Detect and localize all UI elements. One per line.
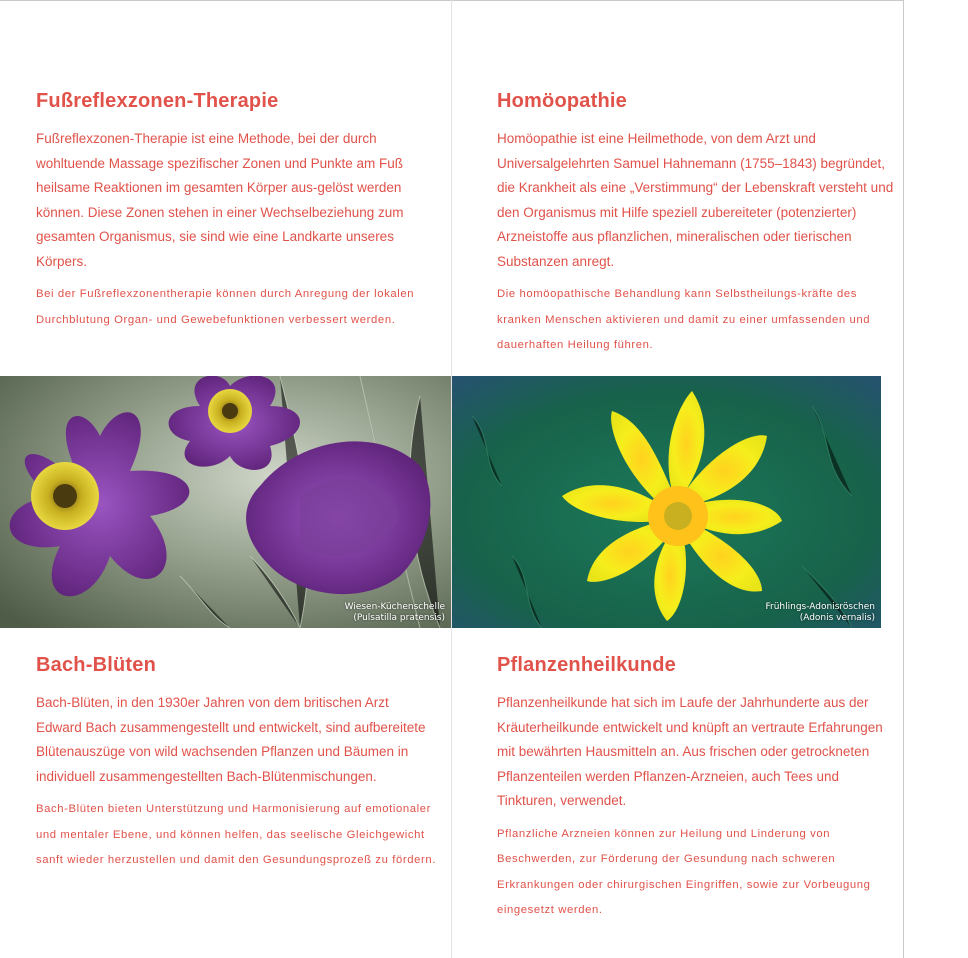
section-intro: Homöopathie ist eine Heilmethode, von dem Arzt und Universalgelehrten Samuel Hahnemann (1755–1843) begründet, die Krankheit als eine „Verstimmung“ der Lebenskraft versteht und den Organismus mit Hilfe speziell zubereiteter (potenzierter) Arzneistoffe aus pflanzlichen, mineralischen oder tierischen Substanzen anregt. — [497, 131, 894, 269]
page-border-right — [903, 0, 904, 958]
photo-adonis — [452, 376, 881, 628]
section-intro: Pflanzenheilkunde hat sich im Laufe der Jahrhunderte aus der Kräuterheilkunde entwickelt und knüpft an vertraute Erfahrungen mit bewährten Hausmitteln an. Aus frischen oder getrockneten Pflanzenteilen werden Pflanzen-Arzneien, auch Tees und Tinkturen, verwendet. — [497, 695, 883, 808]
section-bach-blueten — [36, 654, 436, 874]
section-title: Bach-Blüten — [36, 654, 156, 676]
section-detail: Pflanzliche Arzneien können zur Heilung und Linderung von Beschwerden, zur Förderung der Gesundung nach schweren Erkrankungen oder chirurgischen Eingriffen, sowie zur Vorbeugung eingesetzt werden. — [497, 827, 871, 916]
caption-common-name: Frühlings-Adonisröschen — [765, 602, 875, 612]
caption-common-name: Wiesen-Küchenschelle — [344, 602, 445, 612]
section-fussreflexzonen — [36, 90, 436, 333]
photo-caption — [345, 602, 445, 624]
adonis-flower-image — [452, 376, 881, 628]
photo-caption — [766, 602, 876, 624]
section-title: Homöopathie — [497, 90, 627, 112]
section-detail: Bei der Fußreflexzonentherapie können durch Anregung der lokalen Durchblutung Organ- und Gewebefunktionen verbessert werden. — [36, 288, 415, 326]
section-title: Fußreflexzonen-Therapie — [36, 90, 279, 112]
photo-pulsatilla — [0, 376, 451, 628]
caption-latin-name: (Adonis vernalis) — [799, 613, 875, 623]
section-detail: Bach-Blüten bieten Unterstützung und Harmonisierung auf emotionaler und mentaler Ebene, und können helfen, das seelische Gleichgewicht sanft wieder herzustellen und damit den Gesundungsprozeß zu fördern. — [36, 803, 436, 866]
section-intro: Fußreflexzonen-Therapie ist eine Methode, bei der durch wohltuende Massage spezifischer Zonen und Punkte am Fuß heilsame Reaktionen im gesamten Körper aus-gelöst werden können. Diese Zonen stehen in einer Wechselbeziehung zum gesamten Organismus, sie sind wie eine Landkarte unseres Körpers. — [36, 131, 404, 269]
pulsatilla-flower-image — [0, 376, 451, 628]
section-detail: Die homöopathische Behandlung kann Selbstheilungs-kräfte des kranken Menschen aktivieren und damit zu einer umfassenden und dauerhaften Heilung führen. — [497, 288, 871, 351]
section-homoeopathie — [497, 90, 897, 359]
section-pflanzenheilkunde — [497, 654, 897, 924]
caption-latin-name: (Pulsatilla pratensis) — [353, 613, 445, 623]
section-intro: Bach-Blüten, in den 1930er Jahren von dem britischen Arzt Edward Bach zusammengestellt und entwickelt, sind aufbereitete Blütenauszüge von wild wachsenden Pflanzen und Bäumen in individuell zusammengestellten Bach-Blütenmischungen. — [36, 695, 426, 784]
section-title: Pflanzenheilkunde — [497, 654, 676, 676]
